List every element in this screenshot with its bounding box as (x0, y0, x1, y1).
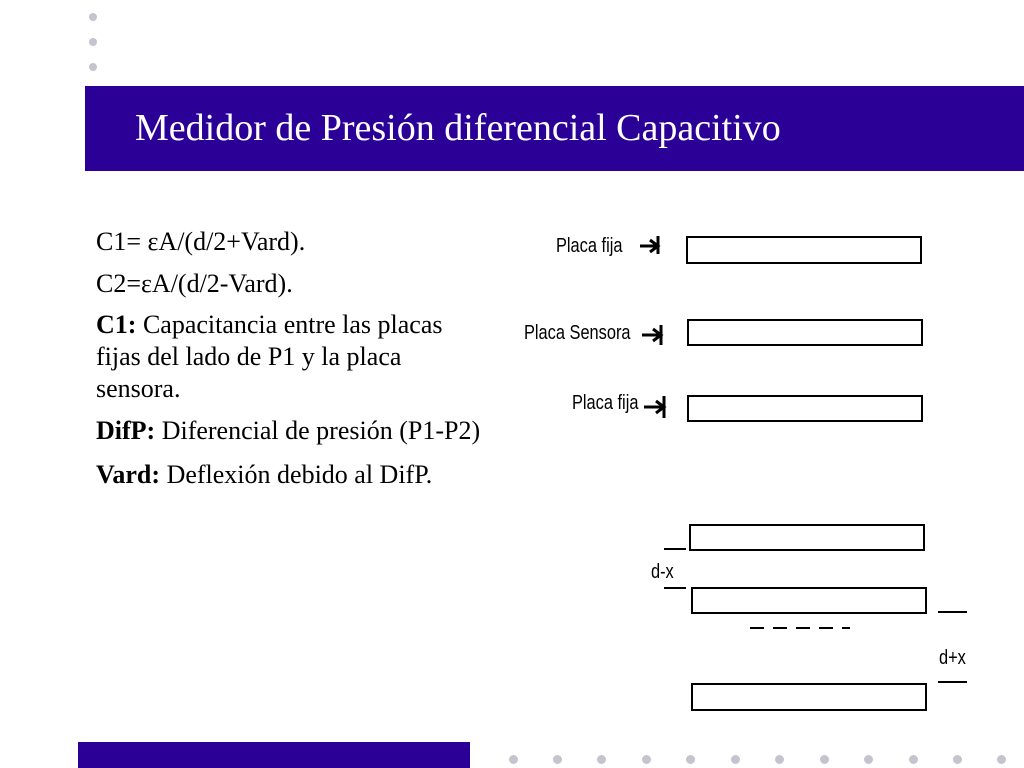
decorative-dot (820, 755, 829, 764)
vard-description: Deflexión debido al DifP. (160, 460, 433, 490)
c2-formula: C2=εA/(d/2-Vard). (96, 268, 293, 298)
c1-formula: C1= εA/(d/2+Vard). (96, 227, 306, 256)
right-arrow-icon (640, 236, 658, 254)
decorative-dot (509, 755, 518, 764)
decorative-dot (731, 755, 740, 764)
decorative-dot (909, 755, 918, 764)
footer-bar (78, 742, 470, 768)
label-placa-fija-bottom: Placa fija (572, 390, 639, 414)
decorative-dot (597, 755, 606, 764)
decorative-dot (864, 755, 873, 764)
c1-description: Capacitancia entre las placas fijas del lado de P1 y la placa sensora. (96, 310, 443, 403)
label-d-minus-x: d-x (651, 559, 674, 583)
c1-term: C1: (96, 310, 137, 340)
right-arrow-icon (644, 396, 664, 418)
plate-fixed-bottom-deflected (692, 684, 926, 710)
decorative-dot (997, 755, 1006, 764)
plate-sensor (688, 320, 922, 345)
right-arrow-icon (642, 325, 661, 345)
label-placa-fija-top: Placa fija (556, 233, 623, 257)
decorative-dot (953, 755, 962, 764)
slide-title: Medidor de Presión diferencial Capacitivo (135, 107, 781, 149)
label-d-plus-x: d+x (939, 645, 966, 669)
difp-term: DifP: (96, 415, 156, 445)
decorative-dot (553, 755, 562, 764)
plate-fixed-top (687, 237, 921, 263)
plate-sensor-deflected (692, 588, 926, 613)
label-placa-sensora: Placa Sensora (524, 320, 631, 344)
plate-fixed-top-deflected (690, 525, 924, 550)
vard-term: Vard: (96, 460, 161, 490)
difp-description: Diferencial de presión (P1-P2) (155, 415, 481, 445)
decorative-dot (775, 755, 784, 764)
decorative-dot (686, 755, 695, 764)
plate-fixed-bottom (688, 396, 922, 421)
decorative-dot (642, 755, 651, 764)
